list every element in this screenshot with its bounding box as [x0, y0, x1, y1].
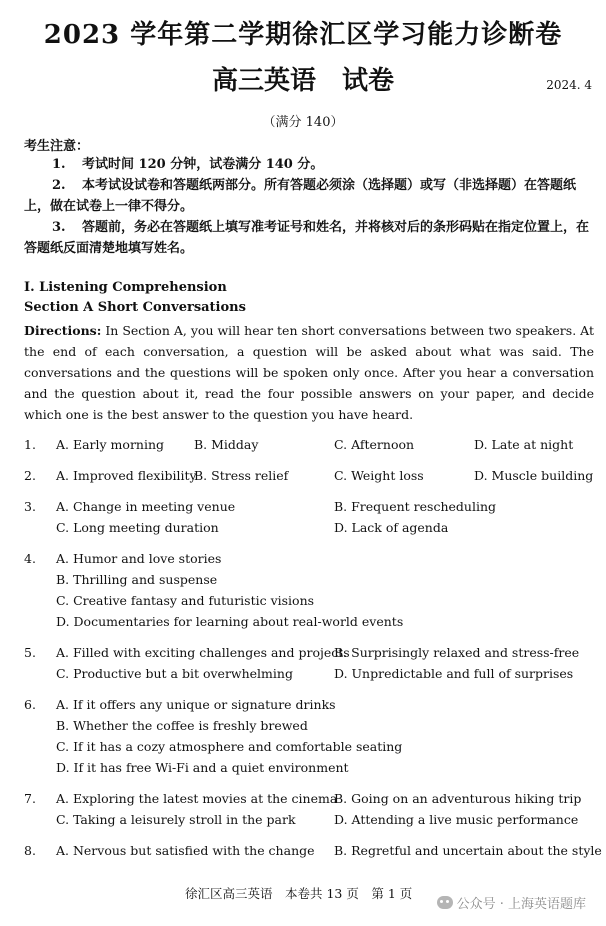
option-b: B. Thrilling and suspense [56, 572, 218, 587]
question-item [24, 840, 602, 861]
option-a: A. If it offers any unique or signature drinks [56, 697, 336, 712]
watermark-text: 公众号 · 上海英语题库 [456, 897, 586, 912]
notice-number: 2. [52, 178, 66, 193]
option-b: B. Regretful and uncertain about the style [334, 843, 602, 858]
option-c: C. Long meeting duration [56, 520, 219, 535]
option-c: C. If it has a cozy atmosphere and comfortable seating [56, 739, 403, 754]
option-a: A. Change in meeting venue [56, 499, 236, 514]
notice-number: 1. [52, 157, 66, 172]
notice-number: 3. [52, 220, 66, 235]
notice-heading: 考生注意： [24, 139, 90, 154]
notice-item [24, 154, 592, 175]
question-item [24, 496, 594, 538]
option-a: A. Early morning [56, 437, 165, 452]
notice-item [24, 217, 592, 259]
part-heading: I. Listening Comprehension [24, 280, 227, 295]
watermark [437, 893, 586, 912]
question-item [24, 642, 594, 684]
option-d: D. Late at night [474, 437, 574, 452]
option-c: C. Creative fantasy and futuristic visions [56, 593, 315, 608]
question-item [24, 548, 594, 632]
option-b: B. Surprisingly relaxed and stress-free [334, 645, 580, 660]
wechat-icon [437, 896, 453, 909]
option-c: C. Productive but a bit overwhelming [56, 666, 293, 681]
option-b: B. Whether the coffee is freshly brewed [56, 718, 308, 733]
question-number: 5. [24, 645, 36, 660]
question-number: 7. [24, 791, 36, 806]
question-number: 2. [24, 468, 36, 483]
directions-label: Directions: [24, 323, 102, 338]
option-a: A. Filled with exciting challenges and projects [56, 645, 350, 660]
question-number: 6. [24, 697, 36, 712]
exam-title: 2023 学年第二学期徐汇区学习能力诊断卷 [43, 20, 563, 50]
option-a: A. Exploring the latest movies at the cinema [56, 791, 338, 806]
directions-text: In Section A, you will hear ten short conversations between two speakers. At the end of each conversation, a question will be asked about what was said. The conversations and the questions will be spoken only once. After you hear a conversation and the question about it, read the four possible answers on your paper, and decide which one is the best answer to the question you have heard. [24, 323, 594, 422]
full-score: （满分 140） [262, 115, 344, 130]
option-d: D. Muscle building [474, 468, 594, 483]
question-number: 8. [24, 843, 36, 858]
question-item [24, 465, 594, 486]
option-b: B. Stress relief [194, 468, 289, 483]
option-b: B. Midday [194, 437, 259, 452]
exam-date: 2024. 4 [546, 78, 592, 92]
option-c: C. Weight loss [334, 468, 424, 483]
notice-text: 本考试设试卷和答题纸两部分。所有答题必须涂（选择题）或写（非选择题）在答题纸上，做在试卷上一律不得分。 [24, 178, 577, 214]
option-c: C. Taking a leisurely stroll in the park [56, 812, 296, 827]
option-b: B. Frequent rescheduling [334, 499, 497, 514]
question-number: 3. [24, 499, 36, 514]
option-a: A. Improved flexibility [56, 468, 197, 483]
page-footer: 徐汇区高三英语 本卷共 13 页 第 1 页 [185, 886, 413, 901]
option-a: A. Humor and love stories [56, 551, 222, 566]
option-d: D. Unpredictable and full of surprises [334, 666, 574, 681]
notice-text: 考试时间 120 分钟，试卷满分 140 分。 [82, 157, 324, 172]
option-d: D. If it has free Wi-Fi and a quiet environment [56, 760, 349, 775]
question-item [24, 434, 594, 455]
question-number: 1. [24, 437, 36, 452]
question-item [24, 788, 594, 830]
option-b: B. Going on an adventurous hiking trip [334, 791, 582, 806]
directions [24, 320, 594, 425]
notice-text: 答题前，务必在答题纸上填写准考证号和姓名，并将核对后的条形码贴在指定位置上，在答题纸反面清楚地填写姓名。 [24, 220, 590, 256]
exam-subtitle: 高三英语 试卷 [211, 66, 394, 96]
option-d: D. Attending a live music performance [334, 812, 579, 827]
question-item [24, 694, 594, 778]
section-heading: Section A Short Conversations [24, 300, 246, 315]
option-d: D. Lack of agenda [334, 520, 449, 535]
option-c: C. Afternoon [334, 437, 415, 452]
option-d: D. Documentaries for learning about real-world events [56, 614, 404, 629]
question-number: 4. [24, 551, 36, 566]
option-a: A. Nervous but satisfied with the change [56, 843, 315, 858]
notice-item [24, 175, 592, 217]
